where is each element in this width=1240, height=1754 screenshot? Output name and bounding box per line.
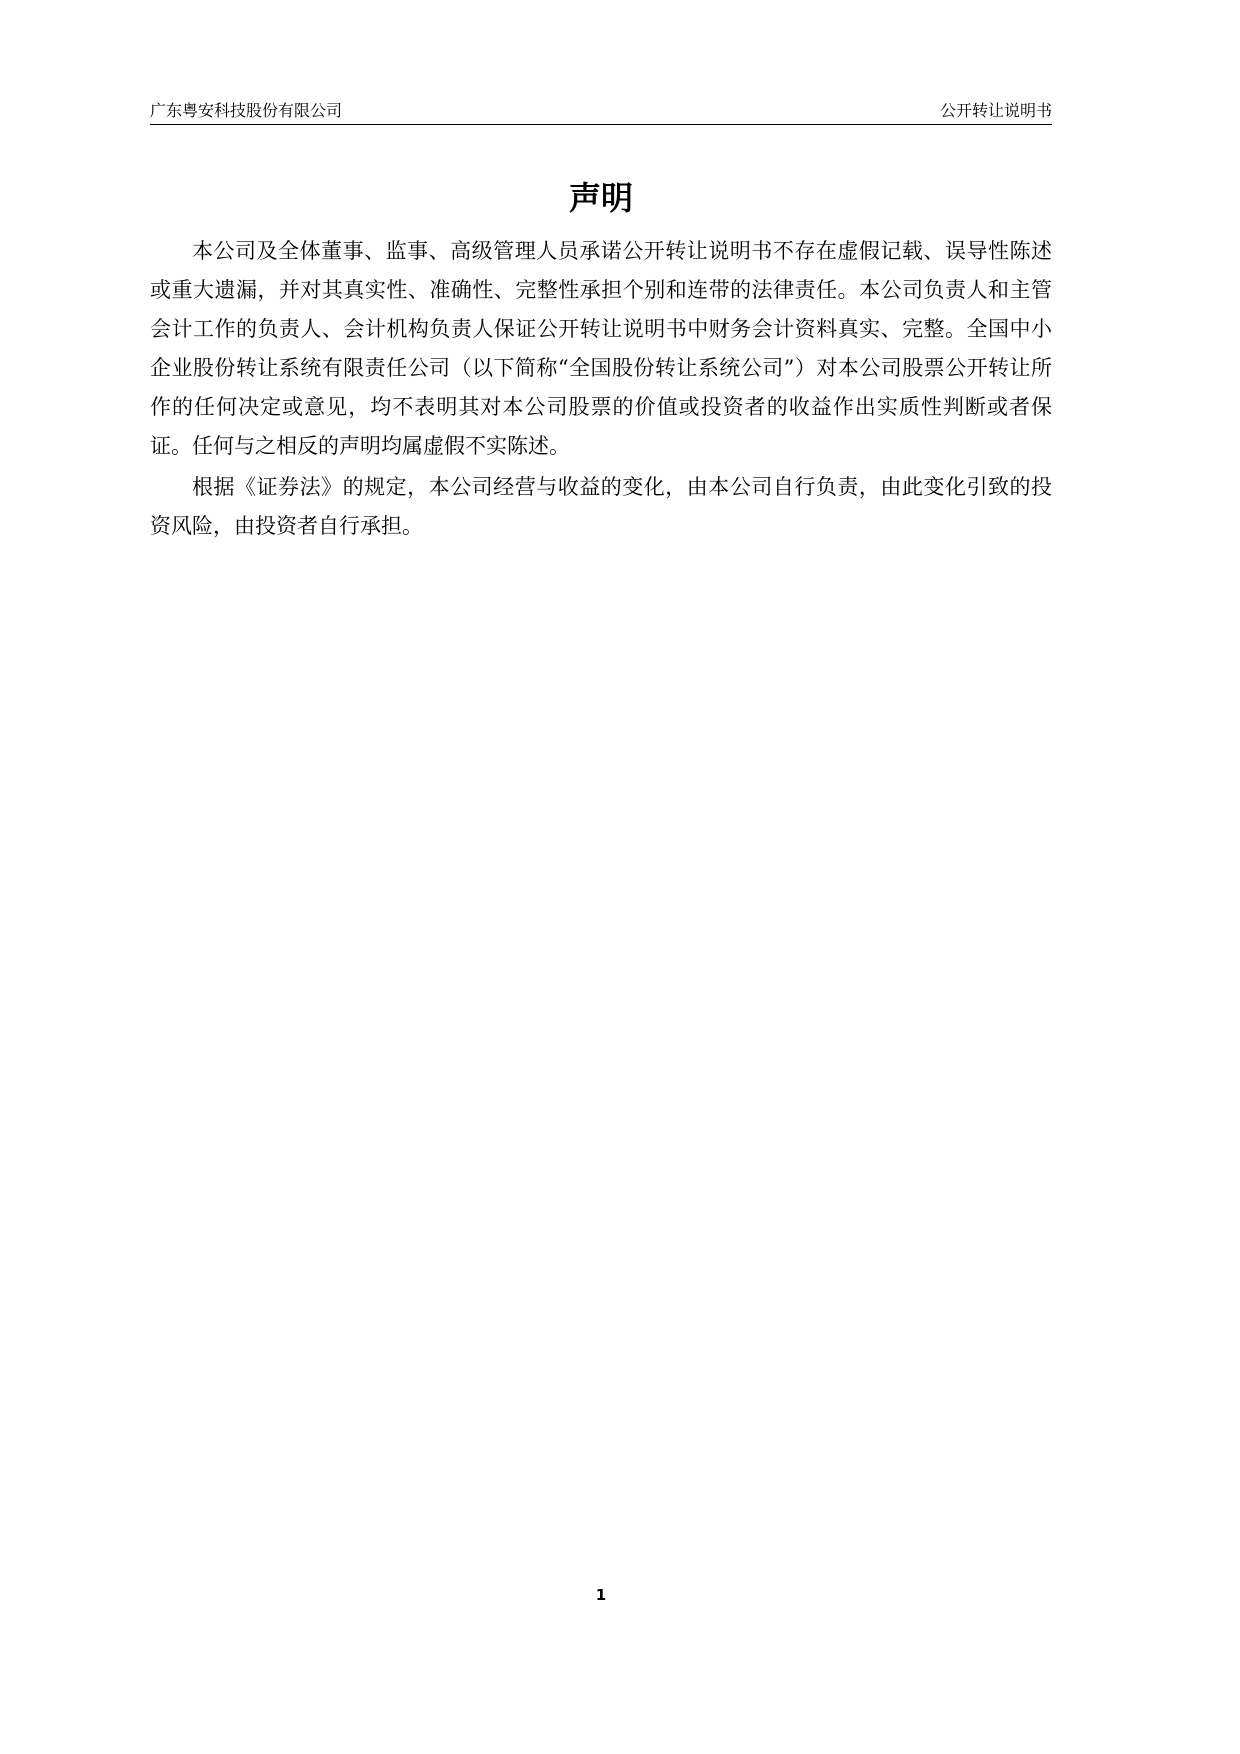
header-document-name: 公开转让说明书	[939, 101, 1052, 120]
page-title: 声明	[568, 179, 633, 217]
page-header	[150, 100, 1052, 125]
declaration-paragraph-1: 本公司及全体董事、监事、高级管理人员承诺公开转让说明书不存在虚假记载、误导性陈述或重大遗漏，并对其真实性、准确性、完整性承担个别和连带的法律责任。本公司负责人和主管会计工作的负责人、会计机构负责人保证公开转让说明书中财务会计资料真实、完整。全国中小企业股份转让系统有限责任公司（以下简称“全国股份转让系统公司”）对本公司股票公开转让所作的任何决定或意见，均不表明其对本公司股票的价值或投资者的收益作出实质性判断或者保证。任何与之相反的声明均属虚假不实陈述。	[150, 239, 1052, 458]
declaration-paragraph-2: 根据《证券法》的规定，本公司经营与收益的变化，由本公司自行负责，由此变化引致的投资风险，由投资者自行承担。	[150, 475, 1052, 538]
document-body	[150, 232, 1052, 548]
header-company-name: 广东粤安科技股份有限公司	[150, 101, 343, 120]
page-number: 1	[595, 1586, 607, 1604]
